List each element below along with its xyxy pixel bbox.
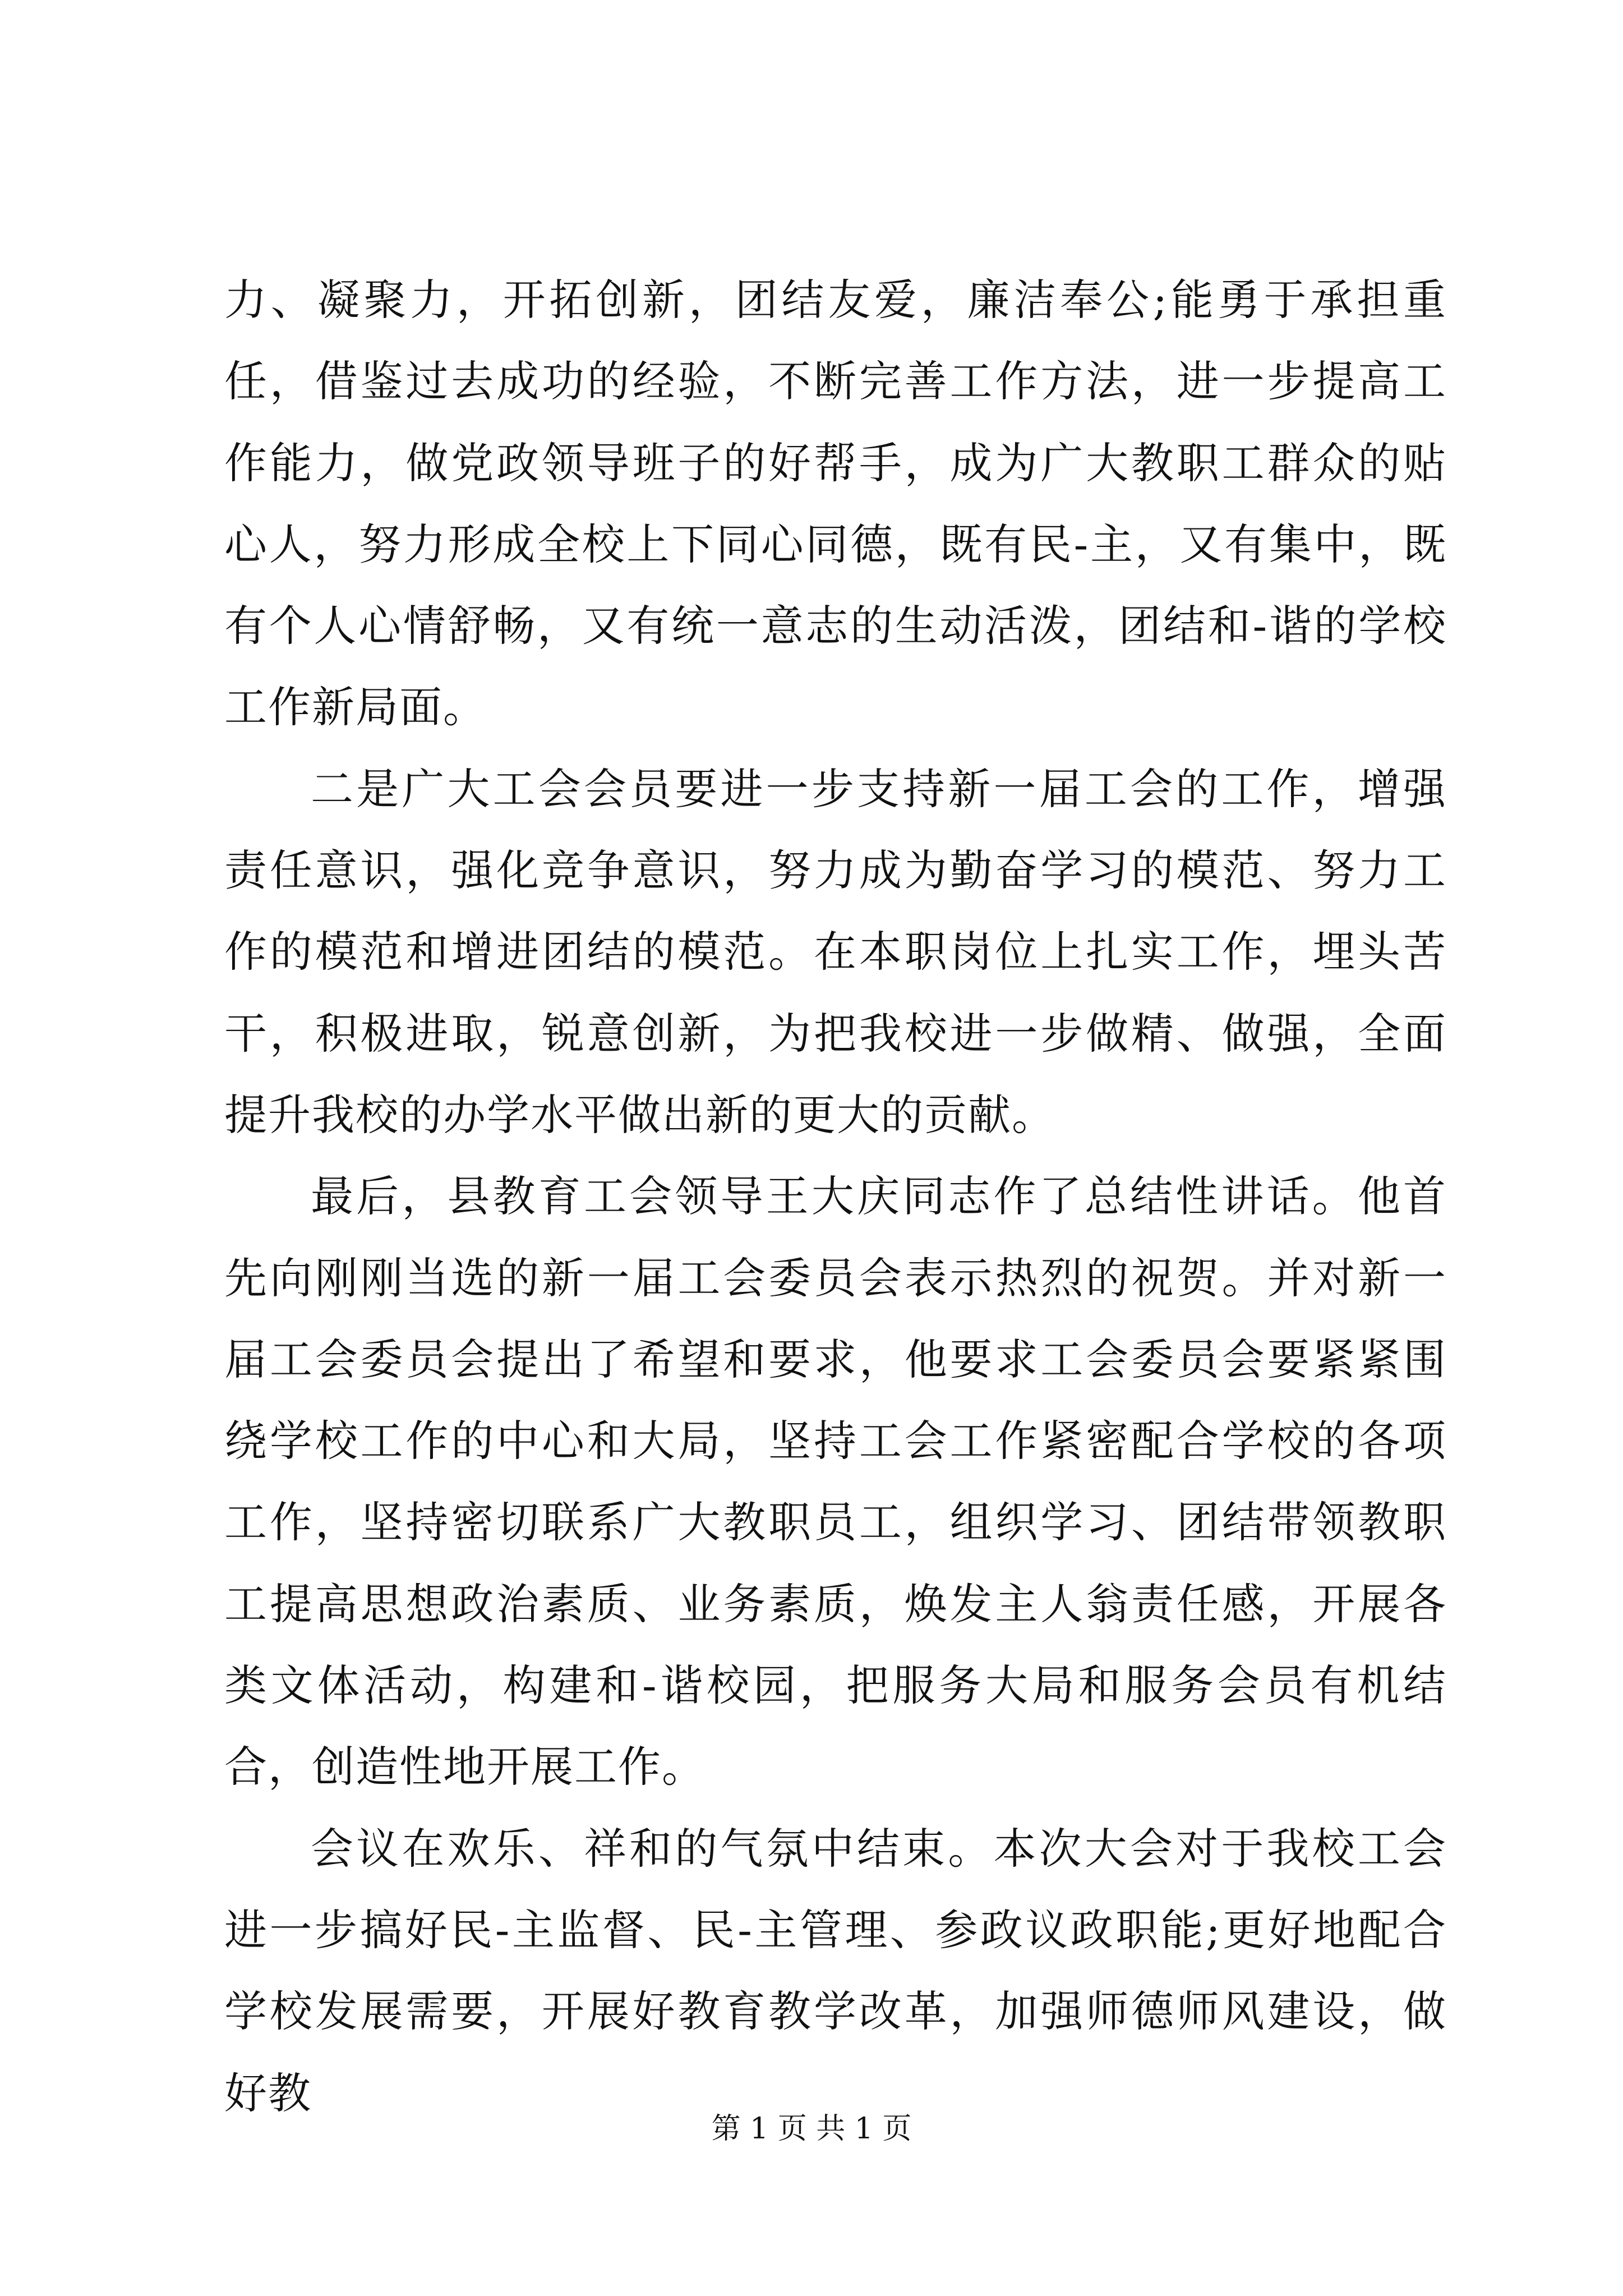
page-number-footer: 第 1 页 共 1 页 bbox=[711, 2112, 912, 2146]
paragraph-meeting-conclusion: 会议在欢乐、祥和的气氛中结束。本次大会对于我校工会进一步搞好民-主监督、民-主管理、参政议政职能;更好地配合学校发展需要，开展好教育教学改革，加强师德师风建设，做好教 bbox=[224, 1823, 1447, 2118]
document-body bbox=[224, 259, 1447, 2134]
paragraph-union-members: 二是广大工会会员要进一步支持新一届工会的工作，增强责任意识，强化竞争意识，努力成为勤奋学习的模范、努力工作的模范和增进团结的模范。在本职岗位上扎实工作，埋头苦干，积极进取，锐意创新，为把我校进一步做精、做强，全面提升我校的办学水平做出新的更大的贡献。 bbox=[224, 763, 1447, 1140]
paragraph-continuation: 力、凝聚力，开拓创新，团结友爱，廉洁奉公;能勇于承担重任，借鉴过去成功的经验，不断完善工作方法，进一步提高工作能力，做党政领导班子的好帮手，成为广大教职工群众的贴心人，努力形成全校上下同心同德，既有民-主，又有集中，既有个人心情舒畅，又有统一意志的生动活泼，团结和-谐的学校工作新局面。 bbox=[224, 275, 1447, 733]
paragraph-closing-speech: 最后，县教育工会领导王大庆同志作了总结性讲话。他首先向刚刚当选的新一届工会委员会表示热烈的祝贺。并对新一届工会委员会提出了希望和要求，他要求工会委员会要紧紧围绕学校工作的中心和大局，坚持工会工作紧密配合学校的各项工作，坚持密切联系广大教职员工，组织学习、团结带领教职工提高思想政治素质、业务素质，焕发主人翁责任感，开展各类文体活动，构建和-谐校园，把服务大局和服务会员有机结合，创造性地开展工作。 bbox=[224, 1171, 1447, 1792]
